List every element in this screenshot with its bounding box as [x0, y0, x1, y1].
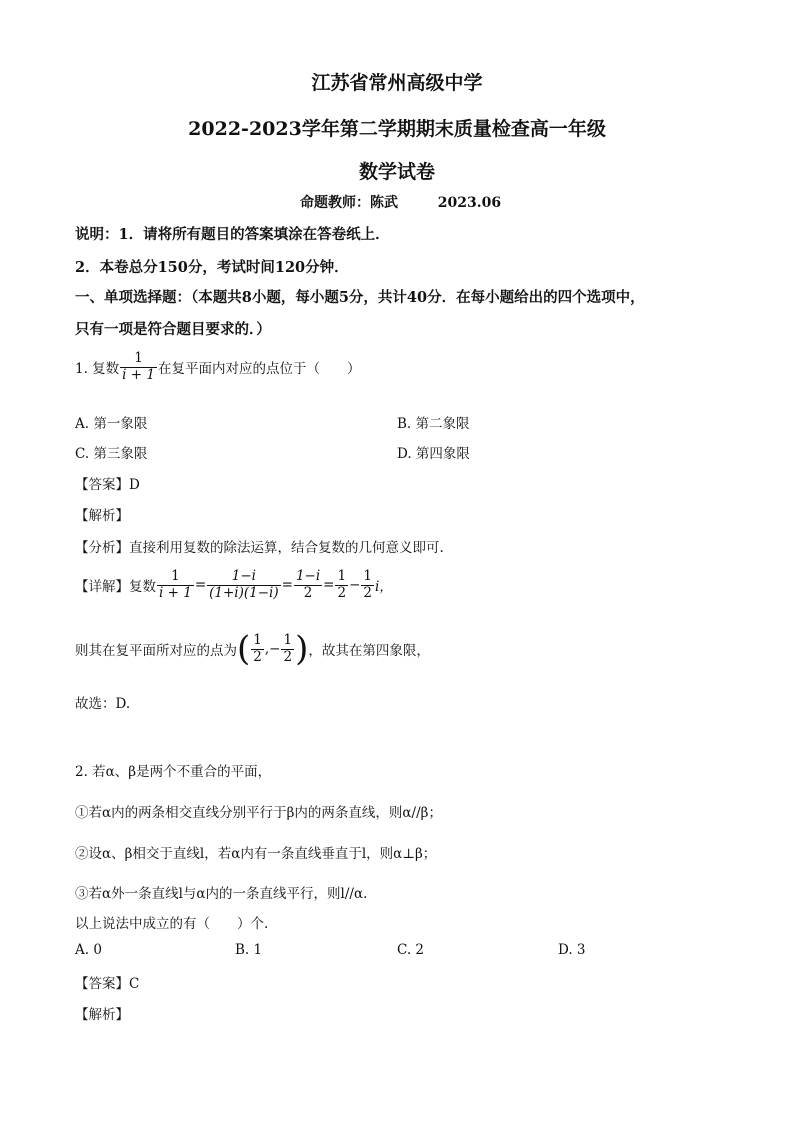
q1-detail-frac-2 [207, 570, 281, 600]
q1-detail-frac-1 [157, 570, 194, 600]
q1-point-frac-2-num: 1 [283, 632, 293, 648]
q2-option-c: C. 2 [397, 942, 425, 958]
q1-point-suffix: ，故其在第四象限， [308, 643, 430, 659]
q1-detail-frac-3 [294, 570, 322, 600]
q1-detail-frac-4-num: 1 [337, 568, 347, 584]
q1-point-sep: ,− [264, 641, 281, 657]
q1-point-frac-2 [281, 634, 294, 664]
q1-point-frac-1 [251, 634, 264, 664]
q1-point-paren-right: ) [295, 629, 309, 669]
q1-choose: 故选：D. [75, 696, 131, 712]
q1-detail-eq-3: = [323, 577, 335, 593]
q2-analysis-label: 【解析】 [75, 1007, 129, 1023]
q1-detail [75, 570, 393, 600]
note-line-1: 说明：1．请将所有题目的答案填涂在答卷纸上． [75, 226, 390, 243]
q1-detail-frac-5 [361, 570, 374, 600]
q1-detail-eq-2: = [281, 577, 293, 593]
q1-detail-prefix: 【详解】复数 [75, 579, 156, 595]
exam-date: 2023.06 [437, 195, 502, 211]
q1-fenxi: 【分析】直接利用复数的除法运算，结合复数的几何意义即可. [75, 540, 444, 556]
q1-frac-den: i + 1 [122, 366, 155, 383]
q2-option-a: A. 0 [75, 942, 102, 958]
q1-detail-frac-5-den: 2 [363, 584, 372, 601]
note-line-2: 2．本卷总分150分，考试时间120分钟． [75, 259, 349, 276]
term-title: 2022-2023学年第二学期期末质量检查高一年级 [188, 118, 606, 140]
q2-option-b: B. 1 [235, 942, 263, 958]
school-title: 江苏省常州高级中学 [311, 72, 483, 94]
q1-point-prefix: 则其在复平面所对应的点为 [75, 643, 237, 659]
q1-detail-minus: − [349, 577, 361, 593]
q2-statement-3: ③若α外一条直线l与α内的一条直线平行，则l//α. [75, 886, 368, 902]
q1-option-b: B. 第二象限 [397, 416, 470, 432]
q1-option-d: D. 第四象限 [397, 446, 470, 462]
q2-statement-2: ②设α、β相交于直线l，若α内有一条直线垂直于l，则α⊥β； [75, 846, 437, 862]
q2-option-d: D. 3 [558, 942, 586, 958]
q1-detail-frac-1-num: 1 [157, 570, 194, 586]
q1-prefix: 1. 复数 [75, 361, 120, 377]
q1-option-c: C. 第三象限 [75, 446, 148, 462]
q1-fraction [120, 352, 157, 382]
q1-detail-frac-4 [335, 570, 348, 600]
section-heading-line-1: 一、单项选择题：（本题共8小题，每小题5分，共计40分．在每小题给出的四个选项中， [75, 289, 645, 306]
q1-detail-eq-1: = [194, 577, 207, 593]
q1-point-line [75, 629, 430, 669]
q1-detail-tail: i， [374, 579, 393, 595]
author-label: 命题教师：陈武 [300, 195, 398, 211]
q1-detail-frac-3-den: 2 [303, 584, 313, 601]
q1-analysis-label: 【解析】 [75, 508, 129, 524]
q1-detail-frac-4-den: 2 [337, 584, 347, 601]
q1-detail-frac-3-num: 1−i [295, 568, 321, 584]
q1-frac-num: 1 [120, 352, 157, 368]
q2-answer: 【答案】C [75, 976, 140, 992]
section-heading-line-2: 只有一项是符合题目要求的．） [75, 321, 271, 338]
q1-point-frac-2-den: 2 [283, 648, 293, 665]
q1-point-frac-1-den: 2 [253, 648, 262, 665]
q1-answer: 【答案】D [75, 477, 140, 493]
q1-option-a: A. 第一象限 [75, 416, 148, 432]
q2-question: 以上说法中成立的有（ ）个. [75, 916, 269, 932]
q1-point-frac-1-num: 1 [253, 632, 262, 648]
q1-detail-frac-5-num: 1 [363, 568, 372, 584]
q1-suffix: 在复平面内对应的点位于（ ） [157, 361, 361, 377]
q2-intro: 2. 若α、β是两个不重合的平面， [75, 764, 272, 780]
q2-statement-1: ①若α内的两条相交直线分别平行于β内的两条直线，则α//β； [75, 805, 442, 821]
q1-detail-frac-2-den: (1+i)(1−i) [209, 584, 279, 601]
author-line [300, 192, 501, 212]
q1-detail-frac-2-num: 1−i [207, 570, 281, 586]
subject-title: 数学试卷 [358, 161, 435, 183]
q1-detail-frac-1-den: i + 1 [159, 584, 192, 601]
q1-point-paren-left: ( [237, 629, 251, 669]
question-1-stem [75, 352, 360, 382]
